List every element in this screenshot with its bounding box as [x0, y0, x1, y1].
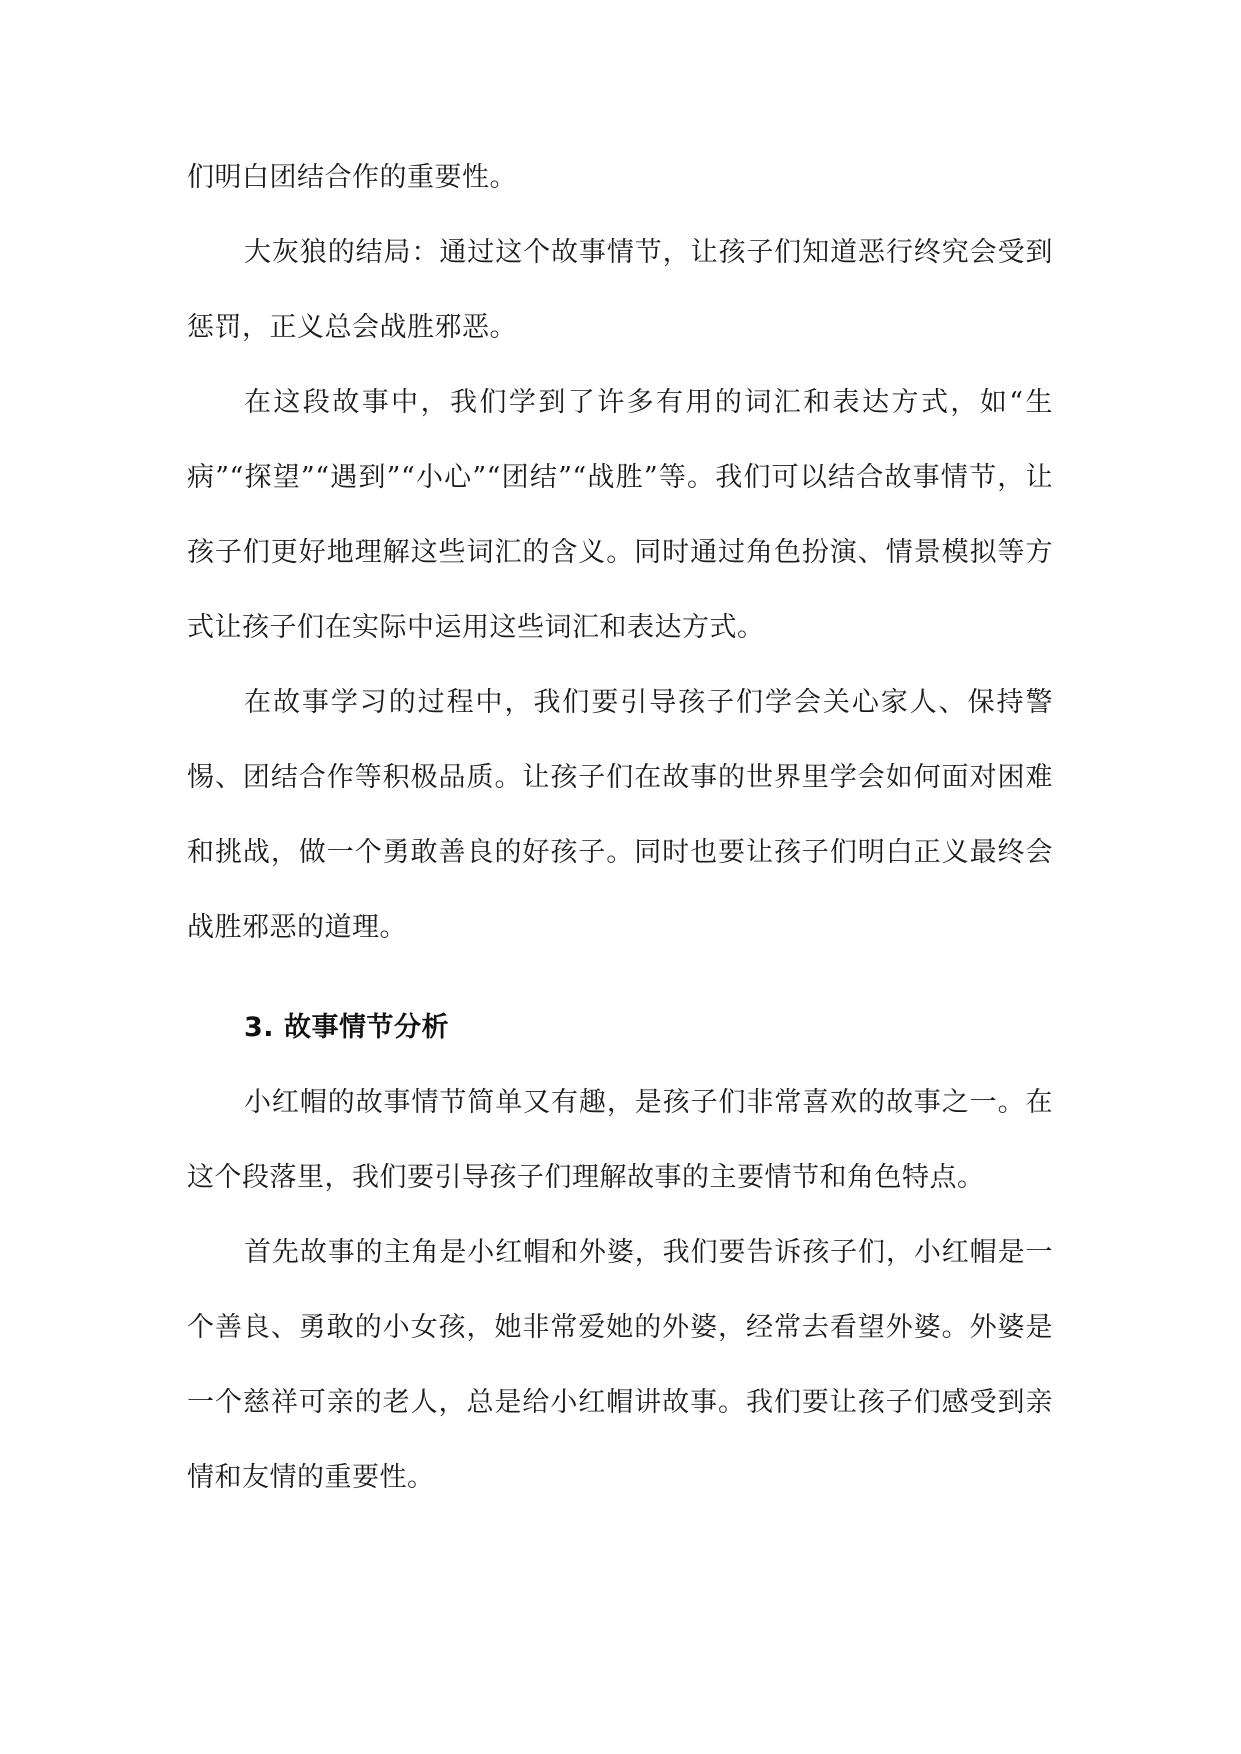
paragraph-plot-intro: 小红帽的故事情节简单又有趣，是孩子们非常喜欢的故事之一。在这个段落里，我们要引导孩子们理解故事的主要情节和角色特点。 — [187, 1087, 1053, 1193]
continuation-text: 们明白团结合作的重要性。 — [187, 162, 517, 193]
paragraph-wolf-ending: 大灰狼的结局：通过这个故事情节，让孩子们知道恶行终究会受到惩罚，正义总会战胜邪恶。 — [187, 237, 1053, 343]
section-spacer — [187, 965, 1053, 990]
paragraph-vocabulary: 在这段故事中，我们学到了许多有用的词汇和表达方式，如“生病”“探望”“遇到”“小心”“团结”“战胜”等。我们可以结合故事情节，让孩子们更好地理解这些词汇的含义。同时通过角色扮演、情景模拟等方式让孩子们在实际中运用这些词汇和表达方式。 — [187, 387, 1053, 643]
paragraph-characters: 首先故事的主角是小红帽和外婆，我们要告诉孩子们，小红帽是一个善良、勇敢的小女孩，她非常爱她的外婆，经常去看望外婆。外婆是一个慈祥可亲的老人，总是给小红帽讲故事。我们要让孩子们感受到亲情和友情的重要性。 — [187, 1237, 1053, 1493]
section-heading: 3. 故事情节分析 — [244, 1012, 449, 1043]
document-body — [187, 140, 1053, 1515]
paragraph-qualities: 在故事学习的过程中，我们要引导孩子们学会关心家人、保持警惕、团结合作等积极品质。让孩子们在故事的世界里学会如何面对困难和挑战，做一个勇敢善良的好孩子。同时也要让孩子们明白正义最终会战胜邪恶的道理。 — [187, 687, 1053, 943]
